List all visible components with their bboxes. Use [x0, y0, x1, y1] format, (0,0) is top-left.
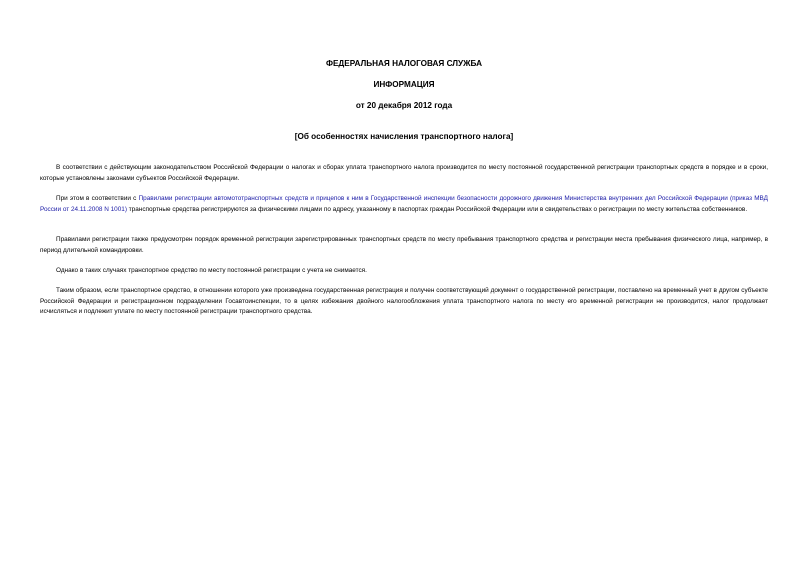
document-date: от 20 декабря 2012 года: [355, 101, 453, 110]
paragraph-4: Однако в таких случаях транспортное средство по месту постоянной регистрации с учета не снимается.: [56, 267, 367, 274]
registration-rules-link[interactable]: Правилами регистрации автомототранспортных средств и прицепов к ним в Государственной инспекции безопасности дорожного движения Министерства внутренних дел Российской Федерации (приказ МВД России от 24.11.2008 N 1001): [40, 195, 768, 213]
paragraph-1: В соответствии с действующим законодательством Российской Федерации о налогах и сборах уплата транспортного налога производится по месту постоянной государственной регистрации транспортных средств в порядке и в сроки, которые установлены законами субъектов Российской Федерации.: [40, 164, 768, 182]
paragraph-2: [40, 194, 768, 215]
document-type-heading: ИНФОРМАЦИЯ: [373, 80, 435, 89]
document-title: [Об особенностях начисления транспортного налога]: [294, 132, 514, 141]
paragraph-5: Таким образом, если транспортное средство, в отношении которого уже произведена государственная регистрация и получен соответствующий документ о государственной регистрации, поставлено на временный учет в другом субъекте Российской Федерации и регистрационном подразделении Госавтоинспекции, то в целях избежания двойного налогообложения уплата транспортного налога по месту его временной регистрации не производится, налог продолжает исчисляться и подлежит уплате по месту постоянной регистрации транспортного средства.: [40, 287, 768, 316]
paragraph-3: Правилами регистрации также предусмотрен порядок временной регистрации зарегистрированных транспортных средств по месту пребывания транспортного средства и регистрации места пребывания физического лица, например, в период длительной командировки.: [40, 236, 768, 254]
paragraph-2-text-after: транспортные средства регистрируются за физическими лицами по адресу, указанному в паспортах граждан Российской Федерации или в свидетельствах о регистрации по месту жительства собственников.: [126, 205, 748, 213]
paragraph-2-text-before: При этом в соответствии с: [56, 195, 139, 202]
agency-heading: ФЕДЕРАЛЬНАЯ НАЛОГОВАЯ СЛУЖБА: [325, 59, 483, 68]
